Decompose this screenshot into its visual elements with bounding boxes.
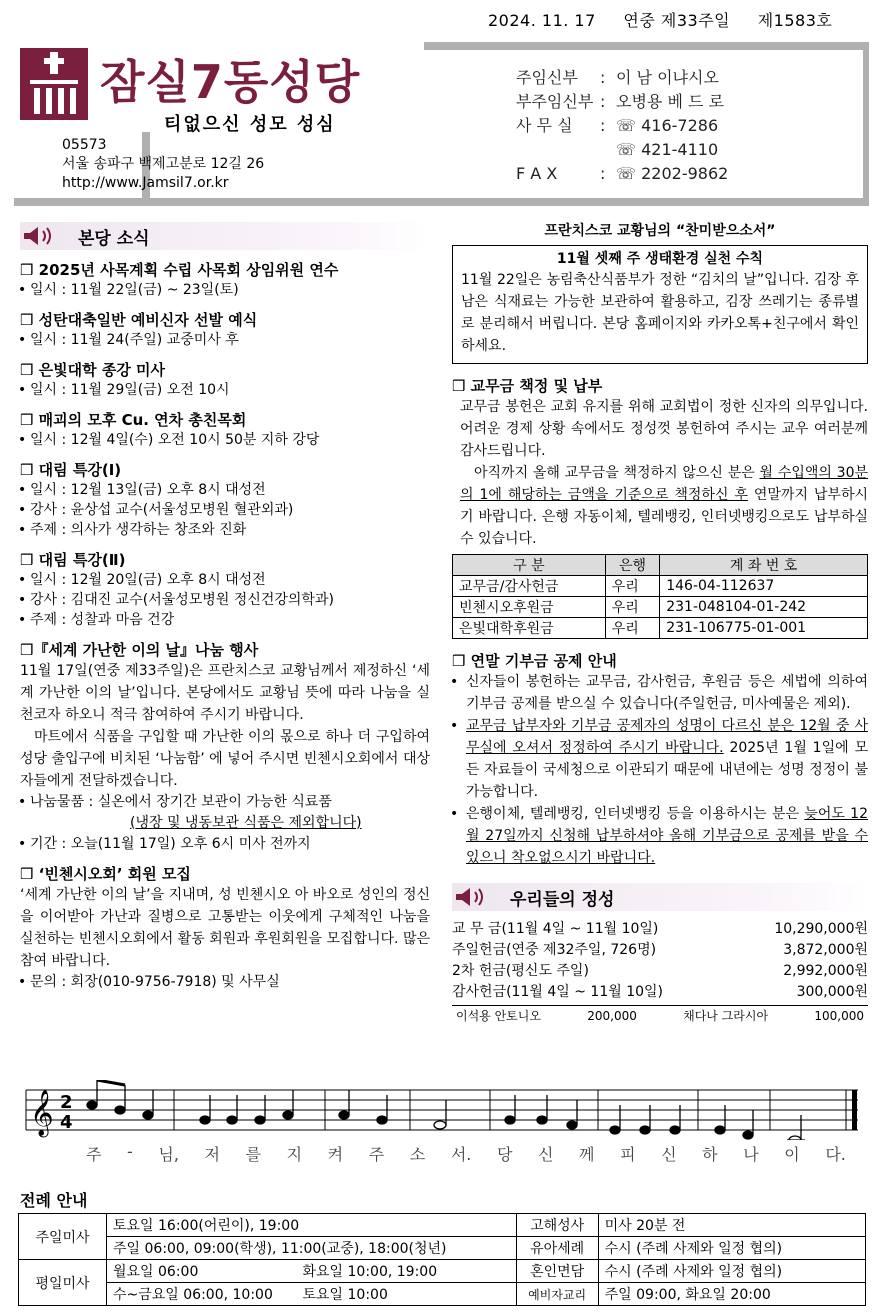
news-bullet: • 일시 : 11월 24(주일) 교중미사 후	[20, 330, 430, 350]
frame-top	[424, 42, 869, 50]
liturgy-table	[18, 1213, 866, 1306]
news-bullet: • 주제 : 성찰과 마음 건강	[20, 610, 430, 630]
table-row: 주일 06:00, 09:00(학생), 11:00(교중), 18:00(청년) 유아세례 수시 (주례 사제와 일정 협의)	[19, 1237, 866, 1260]
pope-box	[452, 245, 868, 364]
vincent-title: ❒ ‘빈첸시오회’ 회원 모집	[20, 865, 191, 883]
news-bullet: • 일시 : 12월 20일(금) 오후 8시 대성전	[20, 570, 430, 590]
dues-title: ❒ 교무금 책정 및 납부	[452, 377, 603, 395]
liturgy-title: 전례 안내	[20, 1191, 88, 1210]
time-sig-top: 2	[60, 1092, 73, 1113]
pope-title: 프란치스코 교황님의 “찬미받으소서”	[544, 223, 776, 239]
pope-body: 11월 22일은 농림축산식품부가 정한 “김치의 날”입니다. 김장 후 남은 식재료는 가능한 보관하여 활용하고, 김장 쓰레기는 종류별로 분리해서 버립니다. 본당 홈페이지와 카카오톡+친구에서 확인하세요.	[461, 272, 859, 354]
church-name: 잠실7동성당	[100, 55, 361, 109]
pope-subtitle: 11월 셋째 주 생태환경 실천 수칙	[556, 251, 764, 267]
treble-clef-icon: 𝄞	[30, 1090, 54, 1136]
dues-paragraph: 아직까지 올해 교무금을 책정하지 않으신 분은 월 수입액의 30분의 1에 해당하는 금액을 기준으로 책정하신 후 연말까지 납부하시기 바랍니다. 은행 자동이체, 텔레뱅킹, 인터넷뱅킹으로도 납부하실 수 있습니다.	[460, 465, 869, 547]
news-column	[20, 222, 430, 992]
news-item-title: ❒ 대림 특강(Ⅰ)	[20, 461, 122, 479]
offering-donors: 이석용 안토니오 200,000 채다나 그라시아 100,000	[452, 1005, 868, 1027]
staff-row: F A X : ☏ 2202-9862	[516, 164, 729, 183]
news-bullet: • 강사 : 김대진 교수(서울성모병원 정신건강의학과)	[20, 590, 430, 610]
dues-paragraph: 교무금 봉헌은 교회 유지를 위해 교회법이 정한 신자의 의무입니다. 어려운 경제 상황 속에서도 정성껏 봉헌하여 주시는 교우 여러분께 감사드립니다.	[460, 399, 868, 459]
lyrics: 주 - 님, 저 를 지 켜 주 소 서. 당 신 께 피 신 하 나 이 다.	[86, 1142, 846, 1164]
news-bullet: • 일시 : 12월 13일(금) 오후 8시 대성전	[20, 480, 430, 500]
offerings-section-header	[452, 883, 868, 911]
table-row: 교무금/감사헌금 우리 146-04-112637	[453, 576, 868, 597]
tax-bullet: • 교무금 납부자와 기부금 공제자의 성명이 다르신 분은 12월 중 사무실에 오셔서 정정하여 주시기 바랍니다. 2025년 1월 1일에 모든 자료들이 국세청으로 이관되기 때문에 내년에는 성명 정정이 불가능합니다.	[452, 715, 868, 803]
news-bullet: • 일시 : 12월 4일(수) 오전 10시 50분 지하 강당	[20, 430, 430, 450]
vincent-paragraph: ‘세계 가난한 이의 날’을 지내며, 성 빈첸시오 아 바오로 성인의 정신을 이어받아 가난과 질병으로 고통받는 이웃에게 구체적인 나눔을 실천하는 빈첸시오회에서 활동 회원과 후원회원을 모집합니다. 많은 참여 바랍니다.	[20, 887, 430, 969]
tax-bullet: • 신자들이 봉헌하는 교무금, 감사헌금, 후원금 등은 세법에 의하여 기부금 공제를 받으실 수 있습니다(주일헌금, 미사예물은 제외).	[452, 671, 868, 715]
postal-code: 05573	[62, 137, 107, 153]
staff-row: 부주임신부 : 오병용 베 드 로	[516, 92, 724, 111]
church-logo-icon	[20, 48, 88, 120]
masthead	[14, 36, 869, 206]
table-row: 빈첸시오후원금 우리 231-048104-01-242	[453, 597, 868, 618]
news-section-title: 본당 소식	[78, 228, 150, 249]
news-item-title: ❒ 대림 특강(Ⅱ)	[20, 551, 126, 569]
table-row: 주일미사 토요일 16:00(어린이), 19:00 고해성사 미사 20분 전	[19, 1214, 866, 1237]
tax-title: ❒ 연말 기부금 공제 안내	[452, 652, 617, 670]
news-item-title: ❒ 은빛대학 종강 미사	[20, 361, 166, 379]
offerings-list	[452, 919, 868, 1027]
table-row: 평일미사 월요일 06:00 화요일 10:00, 19:00 혼인면담 수시 (주례 사제와 일정 협의)	[19, 1260, 866, 1283]
offerings-section-title: 우리들의 정성	[510, 889, 615, 910]
news-bullet: • 일시 : 11월 29일(금) 오전 10시	[20, 380, 430, 400]
account-table	[452, 554, 868, 639]
offering-row: 2차 헌금(평신도 주일) 2,992,000원	[452, 963, 868, 979]
table-header-row: 구 분 은행 계 좌 번 호	[453, 555, 868, 576]
table-row: 수~금요일 06:00, 10:00 토요일 10:00 예비자교리 주일 09:00, 화요일 20:00	[19, 1283, 866, 1306]
poor-day-bullet: • 기간 : 오늘(11월 17일) 오후 6시 미사 전까지	[20, 834, 430, 854]
poor-day-note: (냉장 및 냉동보관 식품은 제외합니다)	[130, 815, 362, 831]
news-bullet: • 주제 : 의사가 생각하는 창조와 진화	[20, 520, 430, 540]
news-item-title: ❒ 2025년 사목계획 수립 사목회 상임위원 연수	[20, 261, 339, 279]
news-section-header	[20, 222, 430, 250]
offering-row: 감사헌금(11월 4일 ~ 11월 10일) 300,000원	[452, 984, 868, 1000]
news-bullet: • 강사 : 윤상섭 교수(서울성모병원 혈관외과)	[20, 500, 430, 520]
staff-row: 주임신부 : 이 남 이냐시오	[516, 68, 719, 87]
table-row: 은빛대학후원금 우리 231-106775-01-001	[453, 618, 868, 639]
issue-date: 2024. 11. 17	[488, 11, 596, 30]
staff-lines	[20, 1080, 865, 1140]
music-score	[20, 1080, 865, 1170]
church-patron: 티없으신 성모 성심	[164, 114, 336, 135]
poor-day-paragraph: 마트에서 식품을 구입할 때 가난한 이의 몫으로 하나 더 구입하여 성당 출입구에 비치된 ‘나눔함’ 에 넣어 주시면 빈첸시오회에서 대상자들에게 전달하겠습니다.	[20, 729, 430, 789]
offering-row: 주일헌금(연중 제32주일, 726명) 3,872,000원	[452, 942, 868, 958]
poor-day-paragraph: 11월 17일(연중 제33주일)은 프란치스코 교황님께서 제정하신 ‘세계 가난한 이의 날’입니다. 본당에서도 교황님 뜻에 따라 나눔을 실천코자 하오니 적극 참여하여 주시기 바랍니다.	[20, 663, 430, 723]
issue-week: 연중 제33주일	[623, 11, 731, 30]
tax-bullet: • 은행이체, 텔레뱅킹, 인터넷뱅킹 등을 이용하시는 분은 늦어도 12월 27일까지 신청해 납부하셔야 올해 기부금으로 공제를 받을 수 있으니 착오없으시기 바랍니다.	[452, 803, 868, 869]
news-bullet: • 일시 : 11월 22일(금) ~ 23일(토)	[20, 280, 430, 300]
speaker-icon	[452, 885, 496, 909]
news-item-title: ❒ 매괴의 모후 Cu. 연차 총친목회	[20, 411, 247, 429]
staff-list	[516, 66, 728, 186]
church-address	[62, 136, 264, 193]
frame-right	[863, 42, 869, 202]
speaker-icon	[20, 224, 64, 248]
poor-day-bullet: • 나눔물품 : 실온에서 장기간 보관이 가능한 식료품	[20, 792, 430, 812]
issue-line	[488, 8, 854, 31]
street-address: 서울 송파구 백제고분로 12길 26	[62, 156, 265, 172]
poor-day-title: ❒『세계 가난한 이의 날』나눔 행사	[20, 641, 259, 659]
vincent-bullet: • 문의 : 회장(010-9756-7918) 및 사무실	[20, 972, 430, 992]
right-column	[452, 222, 868, 1027]
website-link[interactable]: http://www.Jamsil7.or.kr	[62, 175, 229, 191]
issue-number: 제1583호	[757, 11, 833, 30]
staff-row: ☏ 421-4110	[616, 140, 719, 159]
staff-row: 사 무 실 : ☏ 416-7286	[516, 116, 719, 135]
news-item-title: ❒ 성탄대축일반 예비신자 선발 예식	[20, 311, 258, 329]
offering-row: 교 무 금(11월 4일 ~ 11월 10일) 10,290,000원	[452, 921, 868, 937]
time-sig-bottom: 4	[60, 1112, 73, 1133]
